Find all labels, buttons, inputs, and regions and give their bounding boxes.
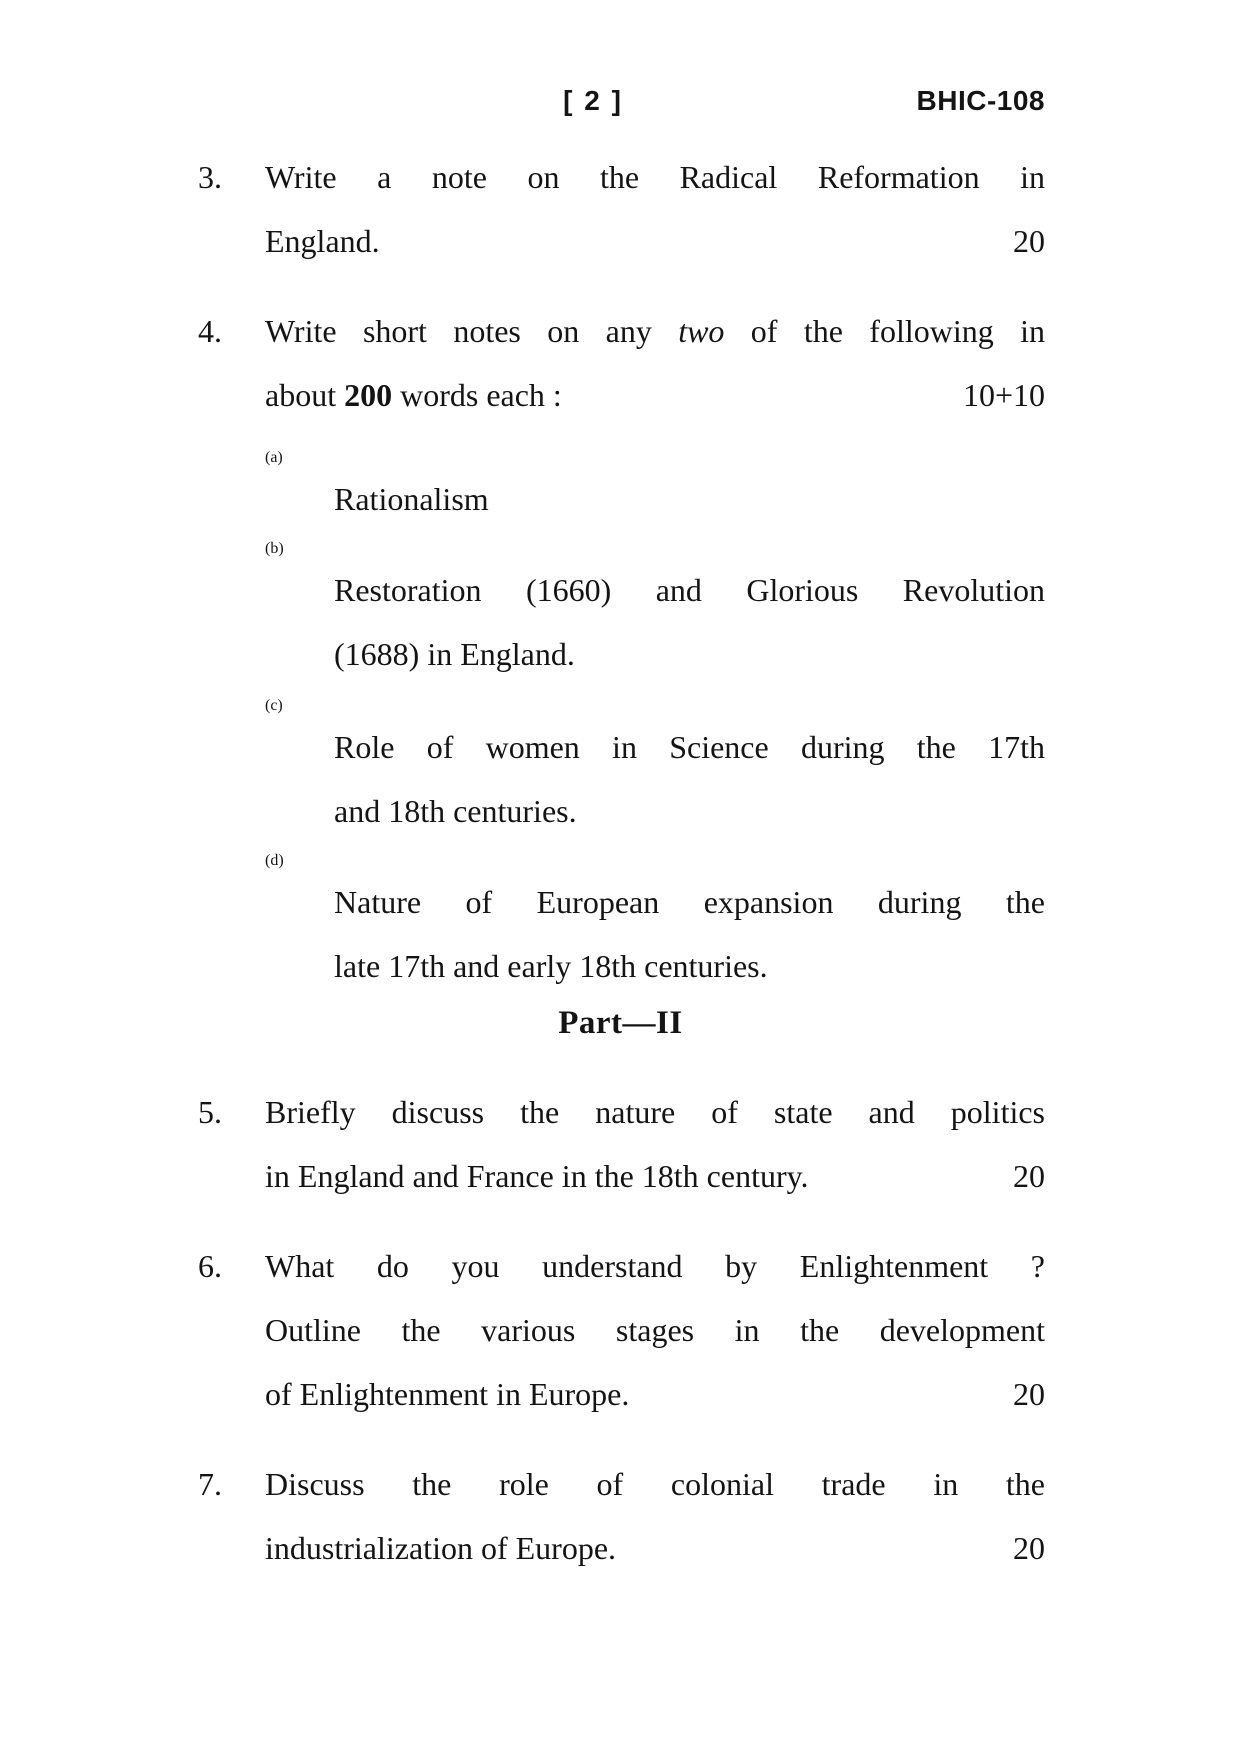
question-3-line-2-text: England. bbox=[265, 223, 380, 259]
course-code: BHIC-108 bbox=[916, 85, 1045, 116]
sub-item-b-body bbox=[334, 558, 1045, 686]
question-4-number: 4. bbox=[198, 313, 222, 349]
sub-item-b-label: (b) bbox=[265, 540, 284, 557]
question-7-number: 7. bbox=[198, 1466, 222, 1502]
question-6-line-2: Outline the various stages in the development bbox=[265, 1312, 1045, 1348]
question-5-line-1: Briefly discuss the nature of state and politics bbox=[265, 1094, 1045, 1130]
sub-item-a-body bbox=[334, 467, 1045, 531]
question-3-number: 3. bbox=[198, 159, 222, 195]
question-4-line-1 bbox=[265, 299, 1045, 363]
sub-item-c-body bbox=[334, 715, 1045, 843]
question-4-line-2-post: words each : bbox=[392, 377, 562, 413]
question-6-line-3 bbox=[265, 1362, 1045, 1426]
question-5-marks: 20 bbox=[1013, 1158, 1045, 1194]
sub-item-a-line-1: Rationalism bbox=[334, 481, 489, 517]
question-4-line-1-italic: two bbox=[678, 313, 725, 349]
question-3-marks: 20 bbox=[1013, 223, 1045, 259]
sub-item-b bbox=[265, 540, 1045, 686]
question-3-body bbox=[265, 145, 1045, 273]
question-6 bbox=[198, 1234, 1045, 1426]
sub-item-b-line-2: (1688) in England. bbox=[334, 636, 575, 672]
question-3-line-1: Write a note on the Radical Reformation in bbox=[265, 159, 1045, 195]
question-4-line-2 bbox=[265, 363, 1045, 427]
question-7-marks: 20 bbox=[1013, 1530, 1045, 1566]
sub-item-d-body bbox=[334, 870, 1045, 998]
question-3 bbox=[198, 145, 1045, 273]
question-4-line-2-bold: 200 bbox=[344, 377, 393, 413]
question-6-line-1: What do you understand by Enlightenment ? bbox=[265, 1248, 1045, 1284]
question-4 bbox=[198, 299, 1045, 427]
question-7-line-2 bbox=[265, 1516, 1045, 1580]
question-4-body bbox=[265, 299, 1045, 427]
question-4-line-2-text bbox=[265, 363, 562, 427]
question-7-line-1: Discuss the role of colonial trade in the bbox=[265, 1466, 1045, 1502]
question-3-line-2 bbox=[265, 209, 1045, 273]
question-5-line-2-text: in England and France in the 18th century. bbox=[265, 1158, 809, 1194]
sub-item-a bbox=[265, 449, 1045, 531]
sub-item-b-line-1: Restoration (1660) and Glorious Revolution bbox=[334, 572, 1045, 608]
sub-item-d-label: (d) bbox=[265, 852, 284, 869]
question-5-number: 5. bbox=[198, 1094, 222, 1130]
sub-item-d-line-2: late 17th and early 18th centuries. bbox=[334, 948, 768, 984]
question-5-body bbox=[265, 1080, 1045, 1208]
question-7-body bbox=[265, 1452, 1045, 1580]
question-5-line-2 bbox=[265, 1144, 1045, 1208]
question-6-marks: 20 bbox=[1013, 1376, 1045, 1412]
sub-item-c-label: (c) bbox=[265, 697, 283, 714]
page-number: [ 2 ] bbox=[563, 85, 623, 116]
question-6-body bbox=[265, 1234, 1045, 1426]
question-6-number: 6. bbox=[198, 1248, 222, 1284]
sub-item-c-line-2: and 18th centuries. bbox=[334, 793, 577, 829]
part-heading: Part—II bbox=[558, 1005, 683, 1041]
question-4-marks: 10+10 bbox=[962, 377, 1045, 413]
question-7 bbox=[198, 1452, 1045, 1580]
sub-item-d bbox=[265, 852, 1045, 998]
question-5 bbox=[198, 1080, 1045, 1208]
sub-item-d-line-1: Nature of European expansion during the bbox=[334, 884, 1045, 920]
sub-item-c bbox=[265, 697, 1045, 843]
question-4-line-1-pre: Write short notes on any bbox=[265, 313, 679, 349]
question-7-line-2-text: industrialization of Europe. bbox=[265, 1530, 617, 1566]
question-4-line-2-pre: about bbox=[265, 377, 345, 413]
question-6-line-3-text: of Enlightenment in Europe. bbox=[265, 1376, 630, 1412]
sub-item-c-line-1: Role of women in Science during the 17th bbox=[334, 729, 1045, 765]
question-4-line-1-post: of the following in bbox=[724, 313, 1045, 349]
sub-item-a-label: (a) bbox=[265, 449, 283, 466]
